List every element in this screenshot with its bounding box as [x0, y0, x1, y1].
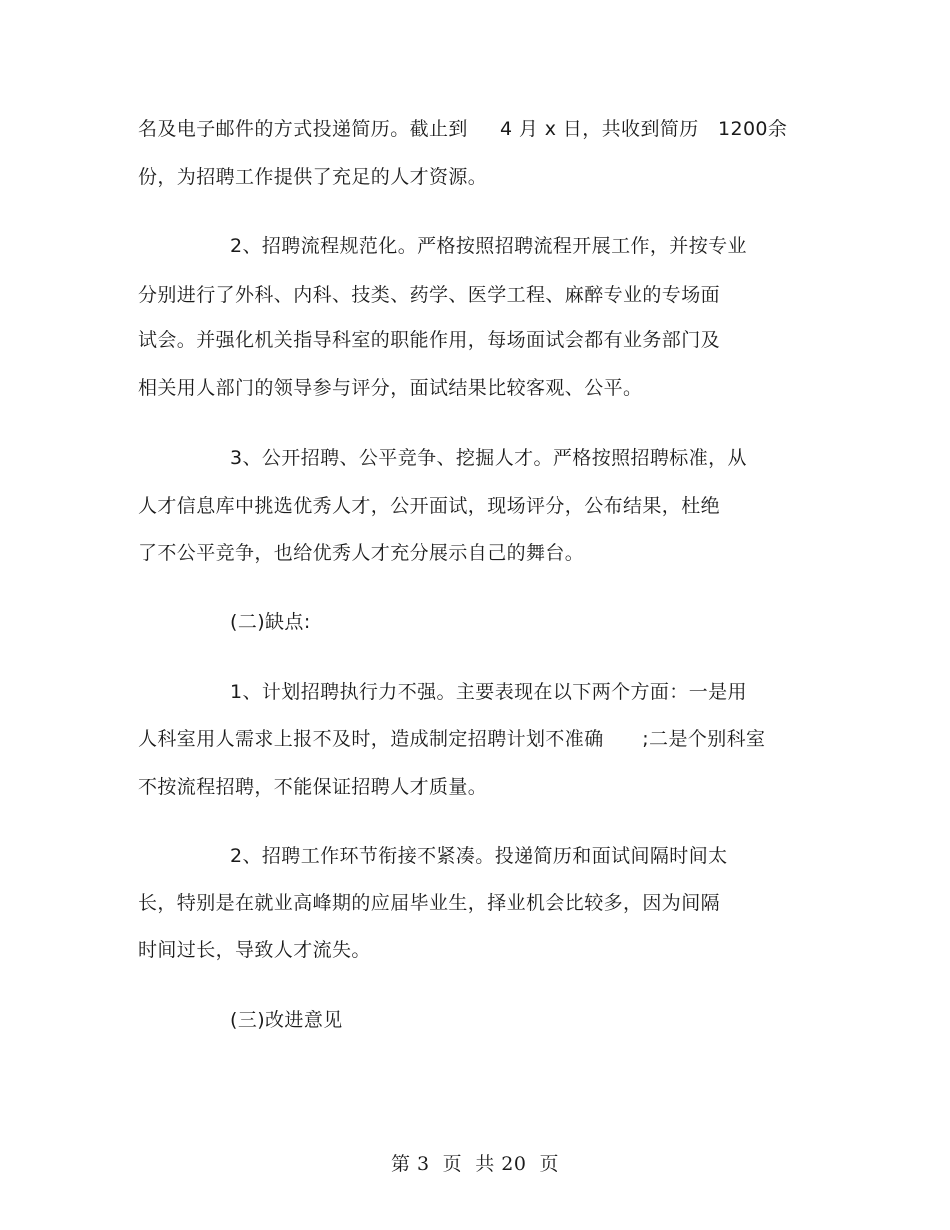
text-line: 长，特别是在就业高峰期的应届毕业生，择业机会比较多，因为间隔 — [138, 892, 721, 914]
section-heading: (三)改进意见 — [230, 1009, 343, 1031]
section-heading: (二)缺点: — [230, 611, 311, 633]
paragraph-start: 2、招聘工作环节衔接不紧凑。投递简历和面试间隔时间太 — [230, 845, 728, 867]
text-line: 不按流程招聘，不能保证招聘人才质量。 — [138, 776, 488, 798]
paragraph-start: 1、计划招聘执行力不强。主要表现在以下两个方面：一是用 — [230, 681, 747, 703]
text-line: 相关用人部门的领导参与评分，面试结果比较客观、公平。 — [138, 377, 643, 399]
text-line: 人科室用人需求上报不及时，造成制定招聘计划不准确 ;二是个别科室 — [138, 728, 766, 750]
text-line: 分别进行了外科、内科、技类、药学、医学工程、麻醉专业的专场面 — [138, 284, 721, 306]
paragraph-start: 3、公开招聘、公平竞争、挖掘人才。严格按照招聘标准，从 — [230, 447, 747, 469]
page-number-footer: 第 3 页 共 20 页 — [390, 1153, 560, 1175]
text-line: 了不公平竞争，也给优秀人才充分展示自己的舞台。 — [138, 542, 585, 564]
text-line: 试会。并强化机关指导科室的职能作用，每场面试会都有业务部门及 — [138, 329, 721, 351]
text-line: 份，为招聘工作提供了充足的人才资源。 — [138, 166, 488, 188]
text-line: 时间过长，导致人才流失。 — [138, 939, 371, 961]
paragraph-start: 2、招聘流程规范化。严格按照招聘流程开展工作，并按专业 — [230, 235, 747, 257]
text-line: 名及电子邮件的方式投递简历。截止到 4 月 x 日，共收到简历 1200余 — [138, 118, 788, 140]
text-line: 人才信息库中挑选优秀人才，公开面试，现场评分，公布结果，杜绝 — [138, 495, 721, 517]
